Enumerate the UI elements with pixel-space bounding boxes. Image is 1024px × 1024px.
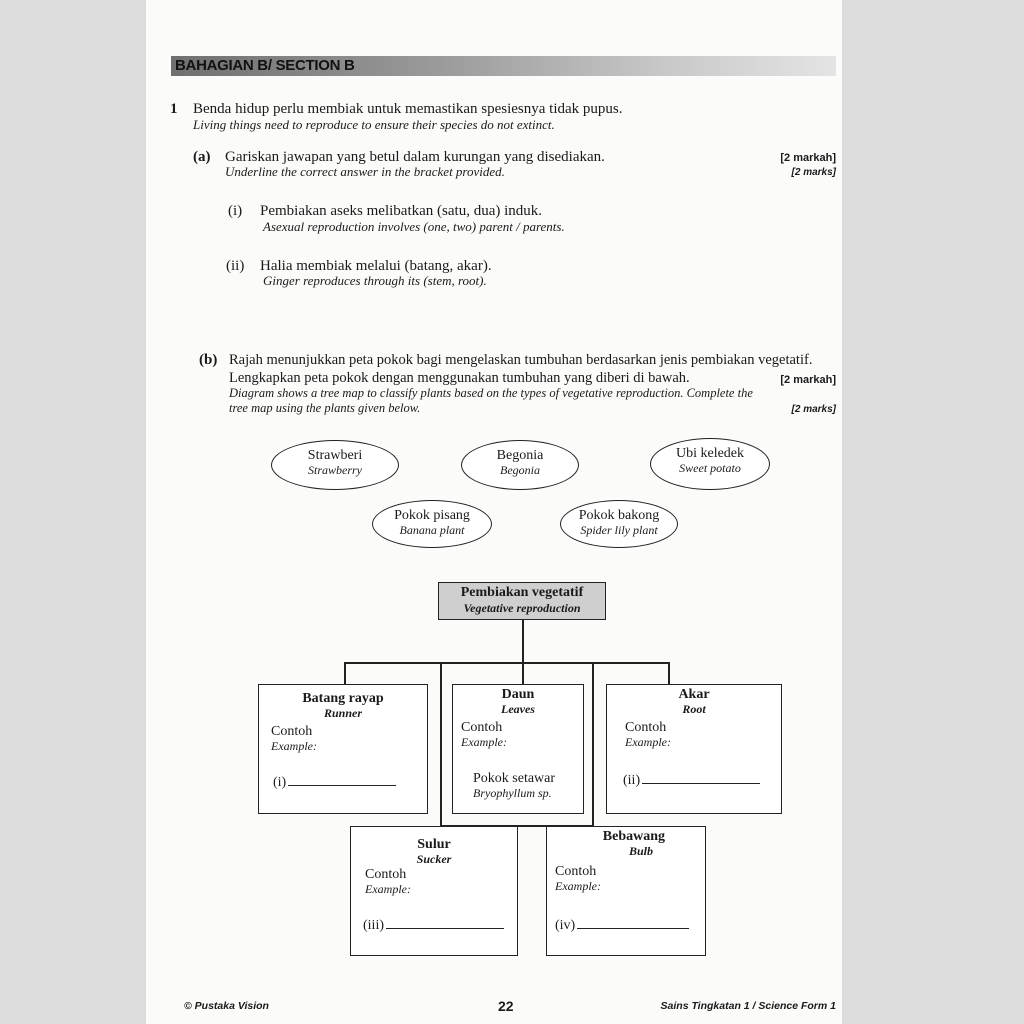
part-a-item-en: Asexual reproduction involves (one, two) parent / parents. — [263, 219, 565, 234]
example-label-ms: Contoh — [271, 724, 313, 739]
connector-line — [592, 662, 594, 826]
branch-title-en: Runner — [323, 706, 363, 720]
tree-root-ms: Pembiakan vegetatif — [460, 585, 584, 600]
part-b-instruction-ms-2: Lengkapkan peta pokok dengan menggunakan tumbuhan yang diberi di bawah. — [229, 370, 690, 386]
answer-line[interactable] — [642, 771, 760, 784]
branch-box-root — [606, 684, 782, 814]
part-a-item-en: Ginger reproduces through its (stem, root). — [263, 273, 487, 288]
plant-name-ms: Strawberi — [307, 448, 363, 463]
plant-option-banana — [372, 500, 492, 548]
connector-line — [522, 662, 524, 684]
part-b-marks-ms: [2 markah] — [780, 374, 836, 386]
footer-page-number: 22 — [498, 998, 514, 1014]
branch-title-ms: Batang rayap — [302, 691, 384, 706]
branch-box-sucker — [350, 826, 518, 956]
blank-label: (ii) — [623, 773, 641, 788]
answer-blank-iii[interactable] — [363, 916, 504, 933]
branch-title-en: Sucker — [416, 852, 452, 866]
blank-label: (i) — [273, 775, 287, 790]
connector-line — [668, 662, 670, 684]
plant-name-ms: Pokok bakong — [578, 508, 660, 523]
branch-title-ms: Bebawang — [602, 829, 665, 844]
example-label-en: Example: — [271, 739, 317, 753]
plant-name-en: Spider lily plant — [580, 523, 658, 537]
part-a-item-ms: Halia membiak melalui (batang, akar). — [260, 258, 492, 274]
question-number: 1 — [170, 101, 178, 117]
section-header-bar — [171, 56, 836, 76]
plant-name-ms: Begonia — [496, 448, 544, 463]
answer-blank-i[interactable] — [273, 773, 396, 790]
blank-label: (iv) — [555, 918, 576, 933]
part-a-item-label: (i) — [228, 203, 243, 219]
given-example-ms: Pokok setawar — [473, 771, 556, 786]
given-example-en: Bryophyllum sp. — [473, 786, 552, 800]
part-a-item-label: (ii) — [226, 258, 245, 274]
answer-blank-iv[interactable] — [555, 916, 689, 933]
connector-line — [522, 620, 524, 663]
question-stem-ms: Benda hidup perlu membiak untuk memastikan spesiesnya tidak pupus. — [193, 101, 623, 117]
plant-option-sweet-potato — [650, 438, 770, 490]
part-a-instruction-en: Underline the correct answer in the bracket provided. — [225, 164, 505, 179]
plant-name-ms: Pokok pisang — [394, 508, 470, 523]
part-a-item-ms: Pembiakan aseks melibatkan (satu, dua) induk. — [260, 203, 543, 219]
branch-title-ms: Daun — [501, 687, 535, 702]
plant-name-en: Banana plant — [399, 523, 465, 537]
branch-title-en: Bulb — [628, 844, 653, 858]
tree-root-box — [438, 582, 606, 620]
branch-title-ms: Akar — [678, 687, 710, 702]
branch-box-bulb — [546, 826, 706, 956]
blank-label: (iii) — [363, 918, 384, 933]
plant-name-ms: Ubi keledek — [675, 446, 745, 461]
part-a-marks-ms: [2 markah] — [780, 152, 836, 164]
footer-publisher: © Pustaka Vision — [184, 1000, 269, 1012]
part-b-label: (b) — [199, 352, 218, 368]
worksheet-page — [146, 0, 842, 1024]
answer-line[interactable] — [577, 916, 689, 929]
branch-title-en: Root — [682, 702, 706, 716]
branch-box-leaves — [452, 684, 584, 814]
part-b-instruction-en-2: tree map using the plants given below. — [229, 401, 421, 415]
tree-root-en: Vegetative reproduction — [463, 601, 581, 615]
example-label-en: Example: — [625, 735, 671, 749]
question-stem-en: Living things need to reproduce to ensure their species do not extinct. — [193, 117, 555, 132]
plant-name-en: Begonia — [500, 463, 540, 477]
part-b-instruction-en-1: Diagram shows a tree map to classify plants based on the types of vegetative reproduction. Complete the — [229, 386, 753, 400]
example-label-ms: Contoh — [625, 720, 667, 735]
connector-line — [440, 662, 442, 826]
answer-line[interactable] — [288, 773, 396, 786]
plant-name-en: Strawberry — [308, 463, 362, 477]
example-label-en: Example: — [461, 735, 507, 749]
plant-name-en: Sweet potato — [679, 461, 741, 475]
section-title: BAHAGIAN B/ SECTION B — [175, 57, 355, 74]
plant-option-strawberry — [271, 440, 399, 490]
example-label-en: Example: — [365, 882, 411, 896]
plant-option-begonia — [461, 440, 579, 490]
example-label-en: Example: — [555, 879, 601, 893]
branch-title-en: Leaves — [501, 702, 535, 716]
plant-option-spider-lily — [560, 500, 678, 548]
connector-line — [344, 662, 346, 684]
part-a-instruction-ms: Gariskan jawapan yang betul dalam kurungan yang disediakan. — [225, 149, 605, 165]
part-b-instruction-ms-1: Rajah menunjukkan peta pokok bagi mengelaskan tumbuhan berdasarkan jenis pembiakan vegetatif. — [229, 352, 813, 368]
branch-title-ms: Sulur — [417, 837, 451, 852]
answer-blank-ii[interactable] — [623, 771, 760, 788]
footer-book-title: Sains Tingkatan 1 / Science Form 1 — [660, 1000, 836, 1012]
branch-box-runner — [258, 684, 428, 814]
example-label-ms: Contoh — [461, 720, 503, 735]
example-label-ms: Contoh — [365, 867, 407, 882]
connector-line — [344, 662, 670, 664]
answer-line[interactable] — [386, 916, 504, 929]
part-a-label: (a) — [193, 149, 211, 165]
example-label-ms: Contoh — [555, 864, 597, 879]
part-b-marks-en: [2 marks] — [791, 404, 836, 415]
part-a-marks-en: [2 marks] — [791, 167, 836, 178]
